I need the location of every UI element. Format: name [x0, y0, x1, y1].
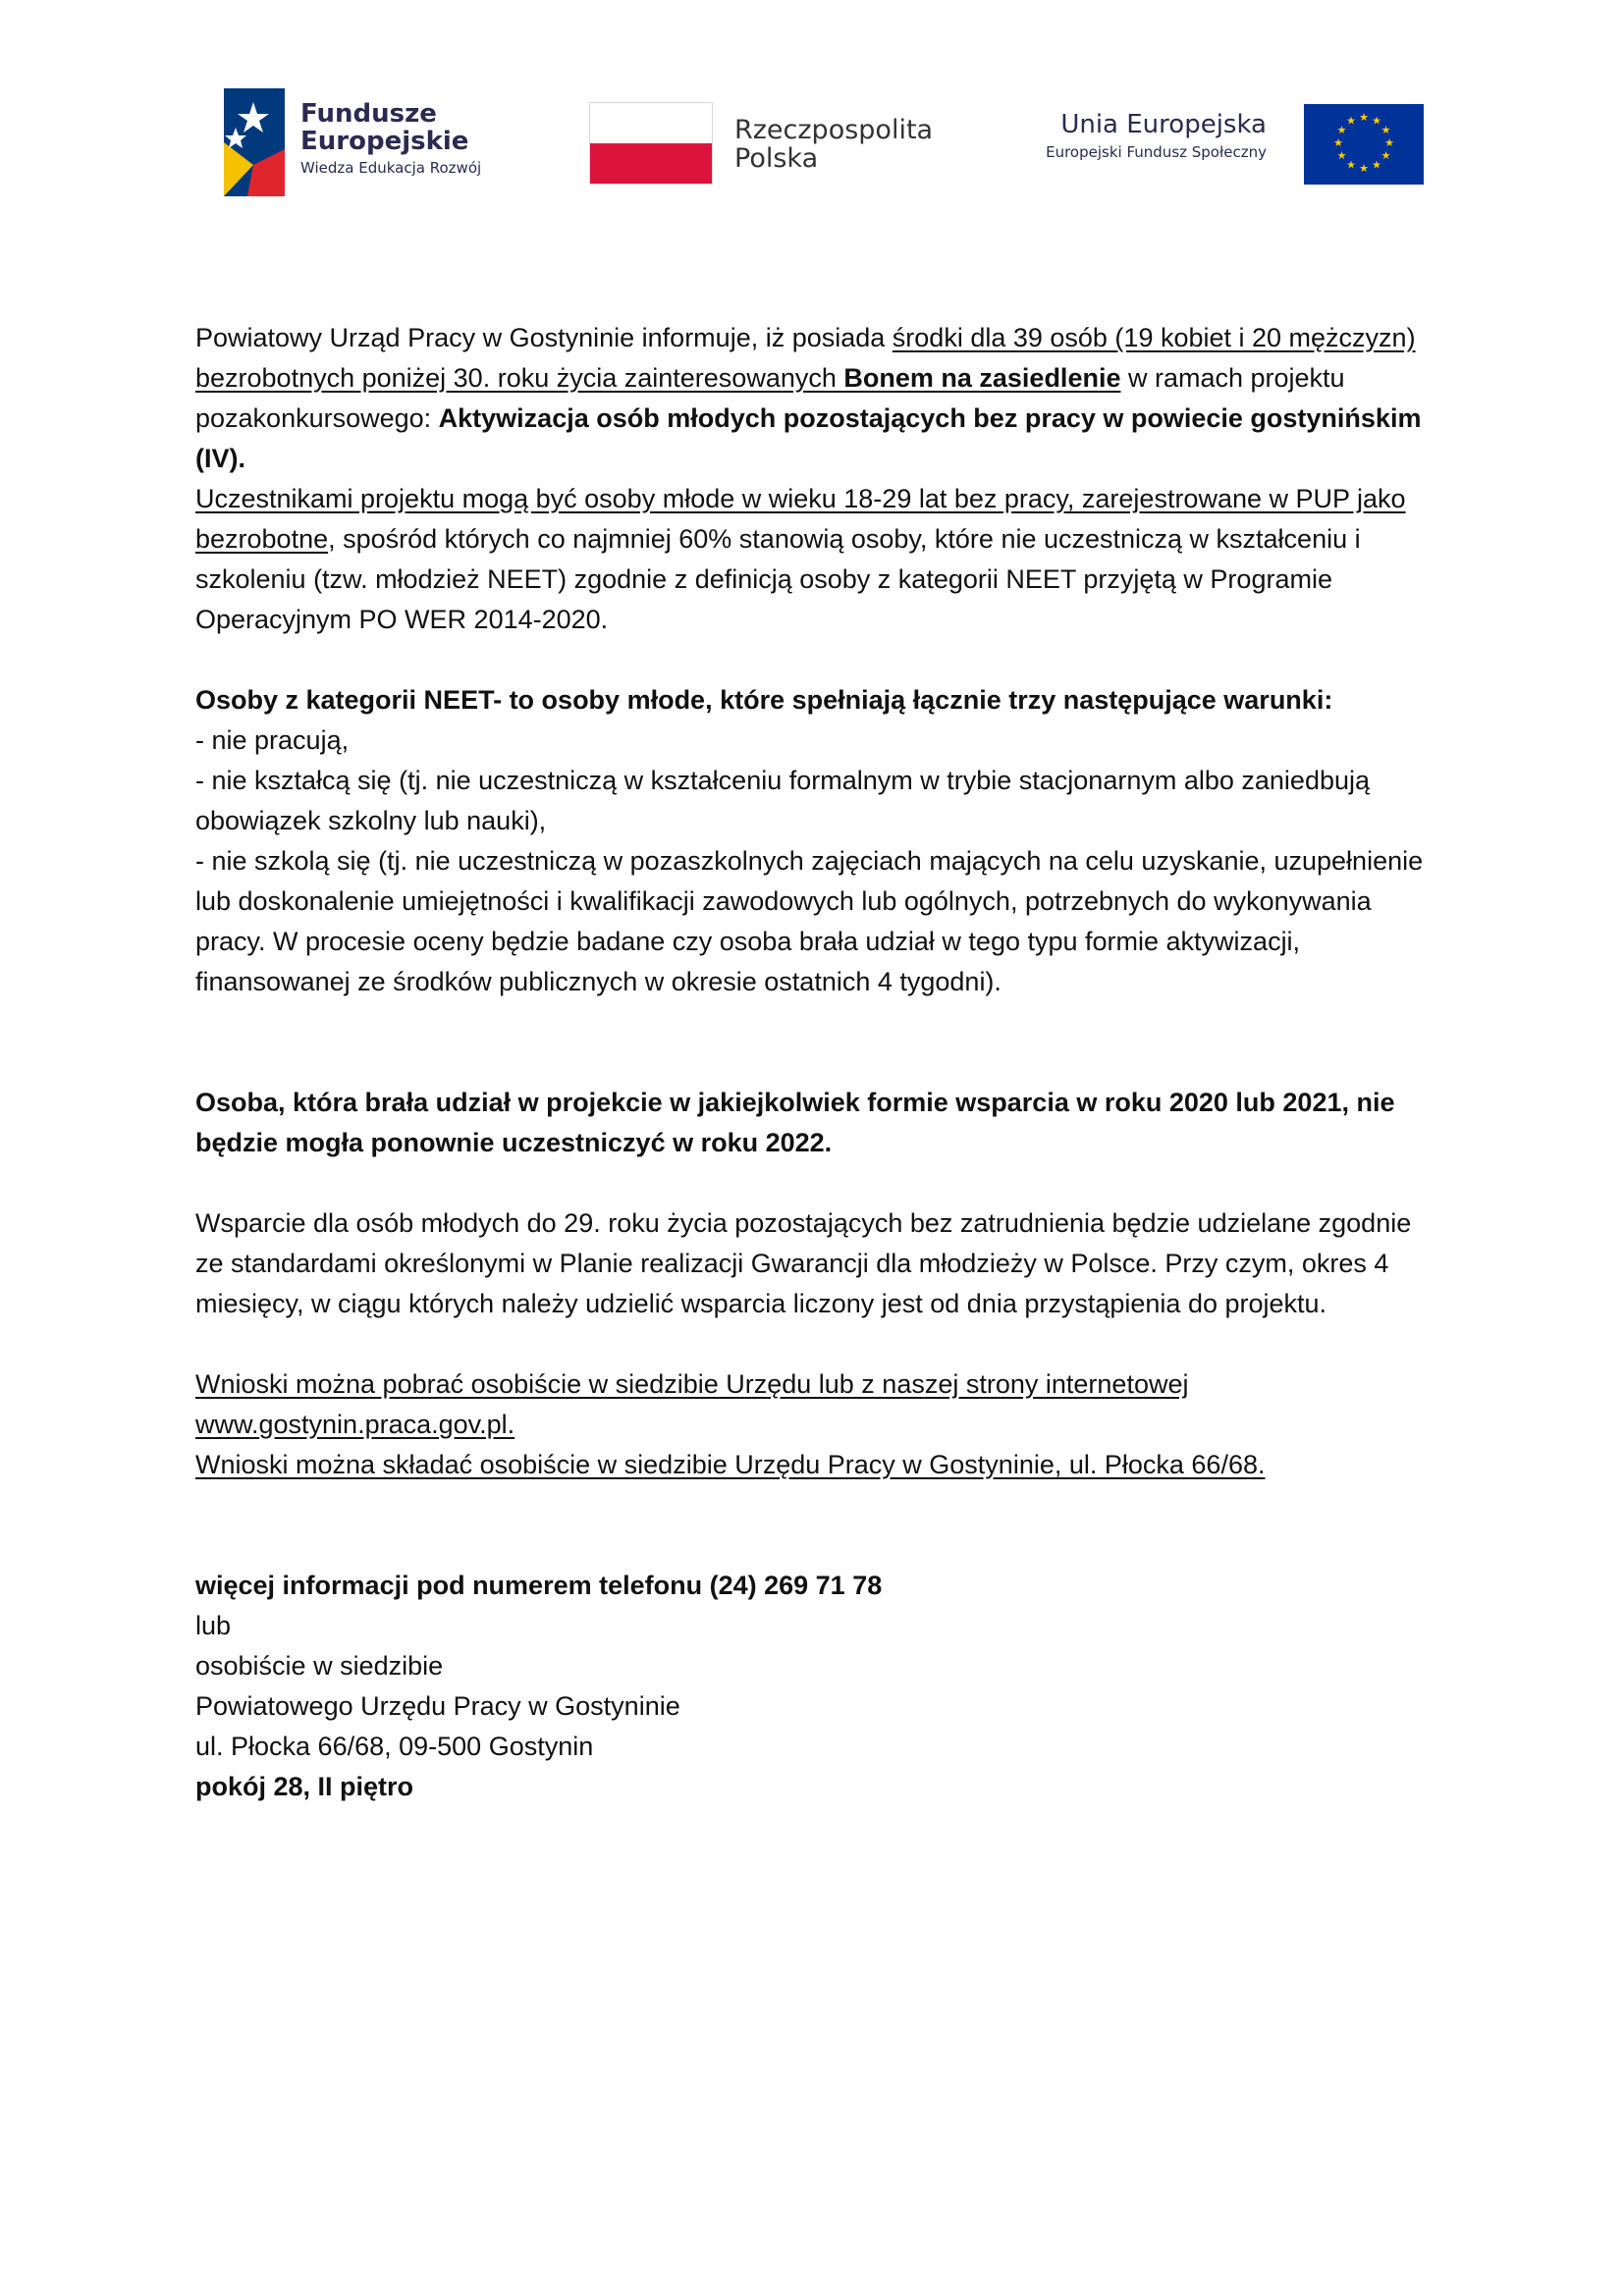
svg-text:★: ★ — [1359, 162, 1369, 175]
download-applications-text: Wnioski można pobrać osobiście w siedzibie Urzędu lub z naszej strony internetowej www.gostynin.praca.gov.pl. — [195, 1369, 1189, 1439]
svg-text:★: ★ — [1346, 114, 1356, 128]
intro-text-2: w ramach projektu pozakonkursowego: — [195, 363, 1345, 433]
project-name-text: Aktywizacja osób młodych pozostających bez pracy w powiecie gostynińskim (IV). — [195, 403, 1422, 473]
support-paragraph: Wsparcie dla osób młodych do 29. roku życia pozostających bez zatrudnienia będzie udzielane zgodnie ze standardami określonymi w Planie realizacji Gwarancji dla młodzieży w Polsce. Przy czym, okres 4 miesięcy, w ciągu których należy udzielić wsparcia liczony jest od dnia przystąpienia do projektu. — [195, 1208, 1412, 1318]
rp-name-line-1: Rzeczpospolita — [734, 115, 934, 145]
logo-header — [216, 86, 1414, 204]
svg-text:★: ★ — [1380, 149, 1391, 162]
polish-flag-icon — [589, 102, 713, 185]
submit-applications-text: Wnioski można składać osobiście w siedzibie Urzędu Pracy w Gostyninie, ul. Płocka 66/68. — [195, 1450, 1266, 1479]
unia-europejska-logo — [1011, 86, 1424, 204]
contact-room: pokój 28, II piętro — [195, 1772, 414, 1801]
svg-text:★: ★ — [1336, 124, 1347, 136]
contact-in-person: osobiście w siedzibie — [195, 1651, 444, 1681]
ue-fund-name: Europejski Fundusz Społeczny — [1046, 143, 1267, 161]
svg-text:★: ★ — [1380, 124, 1391, 136]
fe-name-line-2: Europejskie — [300, 127, 469, 156]
participation-notice: Osoba, która brała udział w projekcie w jakiejkolwiek formie wsparcia w roku 2020 lub 2021, nie będzie mogła ponownie uczestniczyć w roku 2022. — [195, 1088, 1395, 1157]
fundusze-europejskie-logo — [216, 86, 550, 204]
fundusze-europejskie-icon — [224, 88, 285, 196]
svg-text:★: ★ — [1346, 158, 1356, 172]
svg-text:★: ★ — [1333, 136, 1343, 149]
rzeczpospolita-polska-logo — [589, 86, 962, 204]
rp-name-line-2: Polska — [734, 143, 819, 174]
announcement-body — [195, 318, 1442, 1807]
neet-heading: Osoby z kategorii NEET- to osoby młode, które spełniają łącznie trzy następujące warunki: — [195, 685, 1333, 715]
bon-na-zasiedlenie-text: Bonem na zasiedlenie — [843, 363, 1121, 393]
participants-text: , spośród których co najmniej 60% stanowią osoby, które nie uczestniczą w kształceniu i szkoleniu (tzw. młodzież NEET) zgodnie z definicją osoby z kategorii NEET przyjętą w Programie Operacyjnym PO WER 2014-2020. — [195, 524, 1361, 634]
contact-or: lub — [195, 1611, 232, 1640]
participants-eligibility-text: Uczestnikami projektu mogą być osoby młode w wieku 18-29 lat bez pracy, zarejestrowane w PUP jako bezrobotne — [195, 484, 1406, 554]
contact-office: Powiatowego Urzędu Pracy w Gostyninie — [195, 1691, 680, 1721]
participants-paragraph — [195, 479, 1442, 640]
contact-address: ul. Płocka 66/68, 09-500 Gostynin — [195, 1732, 594, 1761]
neet-condition-1: - nie pracują, — [195, 725, 350, 755]
intro-text-1: Powiatowy Urząd Pracy w Gostyninie informuje, iż posiada — [195, 323, 893, 352]
svg-text:★: ★ — [1384, 136, 1394, 149]
neet-condition-2: - nie kształcą się (tj. nie uczestniczą w kształceniu formalnym w trybie stacjonarnym albo zaniedbują obowiązek szkolny lub nauki), — [195, 766, 1371, 835]
fe-tagline: Wiedza Edukacja Rozwój — [300, 159, 482, 177]
intro-paragraph — [195, 318, 1442, 479]
svg-text:★: ★ — [1359, 111, 1369, 124]
intro-funds-text: środki dla 39 osób (19 kobiet i 20 mężczyzn) bezrobotnych poniżej 30. roku życia zainteresowanych — [195, 323, 1416, 393]
neet-condition-3: - nie szkolą się (tj. nie uczestniczą w pozaszkolnych zajęciach mających na celu uzyskanie, uzupełnienie lub doskonalenie umiejętności i kwalifikacji zawodowych lub ogólnych, potrzebnych do wykonywania pracy. W procesie oceny będzie badane czy osoba brała udział w tego typu formie aktywizacji, finansowanej ze środków publicznych w okresie ostatnich 4 tygodni). — [195, 846, 1424, 996]
svg-text:★: ★ — [1336, 149, 1347, 162]
eu-flag-icon — [1304, 104, 1424, 185]
ue-name: Unia Europejska — [1060, 110, 1267, 139]
svg-text:★: ★ — [1372, 114, 1381, 128]
fe-name-line-1: Fundusze — [300, 99, 437, 129]
svg-text:★: ★ — [1372, 158, 1381, 172]
contact-phone: więcej informacji pod numerem telefonu (24) 269 71 78 — [195, 1571, 883, 1600]
